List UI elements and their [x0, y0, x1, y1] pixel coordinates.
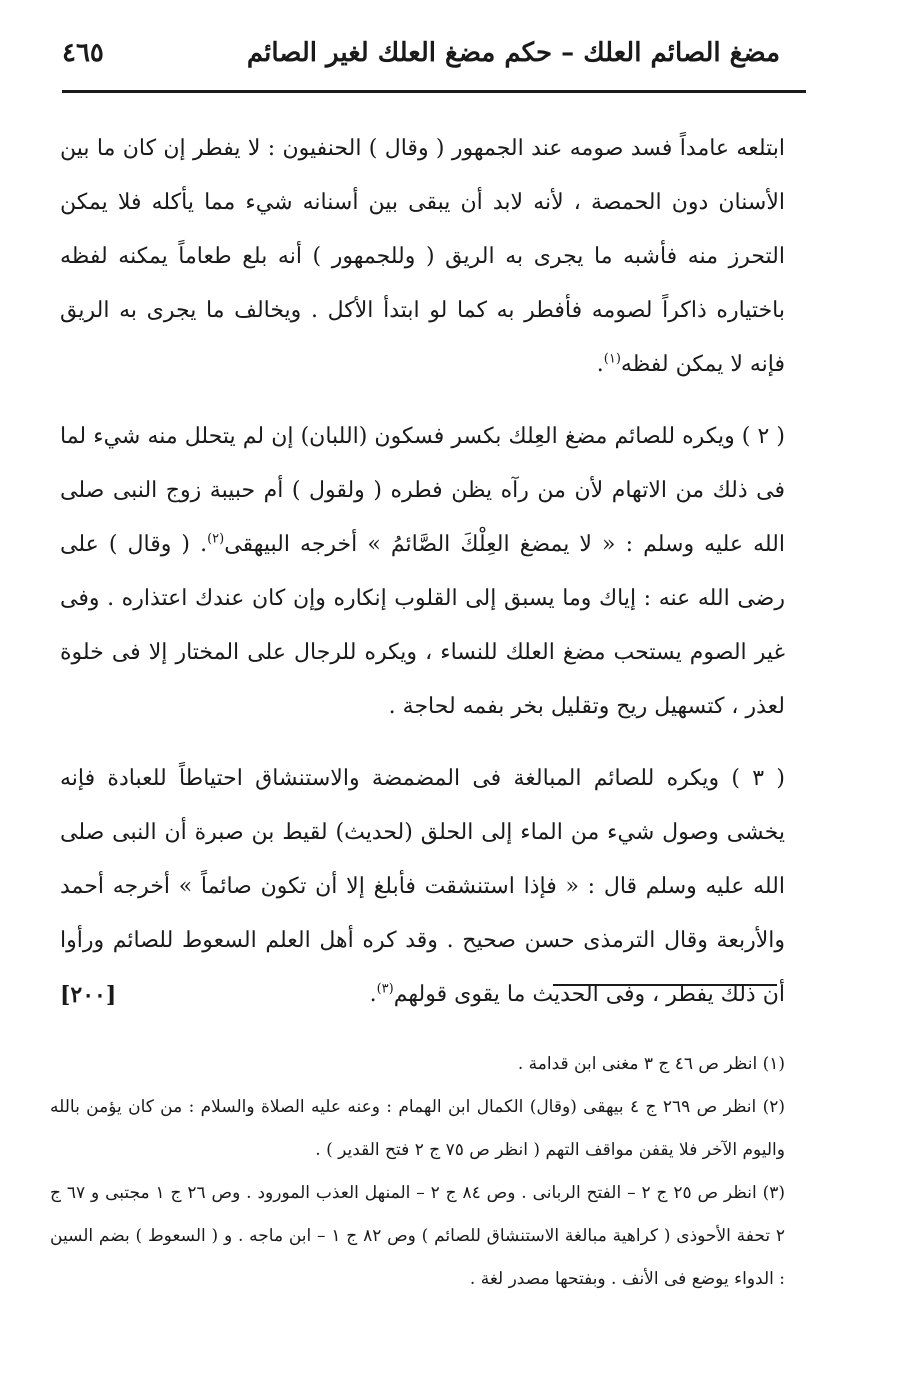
footnote-marker-2: (٢): [207, 531, 225, 547]
paragraph-2-tail: . ( وقال ) على رضى الله عنه : إياك وما يسبق إلى القلوب إنكاره وإن كان عندك اعتذاره . وفى غير الصوم يستحب مضغ العلك للنساء ، ويكره للرجال على المختار إلا فى خلوة لعذر ، كتسهيل ريح وتقليل بخر بفمه لحاجة .: [60, 532, 785, 719]
page-header: [62, 38, 780, 96]
section-number-tag: [٢٠٠]: [60, 982, 117, 1008]
paragraph-2: [60, 410, 785, 734]
footnote-divider: [553, 984, 777, 986]
paragraph-2-text: ( ٢ ) ويكره للصائم مضغ العِلك بكسر فسكون (اللبان) إن لم يتحلل منه شيء لما فى ذلك من الاتهام لأن من رآه يظن فطره ( ولقول ) أم حبيبة زوج النبى صلى الله عليه وسلم : « لا يمضغ العِلْكَ الصَّائمُ » أخرجه البيهقى: [60, 424, 786, 557]
paragraph-1: [60, 122, 785, 392]
paragraph-1-tail: .: [596, 352, 604, 377]
paragraph-3-tail: .: [369, 982, 377, 1007]
page-number: ٤٦٥: [62, 38, 104, 68]
footnote-marker-1: (١): [603, 351, 621, 367]
header-divider: [62, 90, 806, 93]
footnote-1: (١) انظر ص ٤٦ ج ٣ مغنى ابن قدامة .: [517, 1054, 785, 1074]
paragraph-1-text: ابتلعه عامداً فسد صومه عند الجمهور ( وقال ) الحنفيون : لا يفطر إن كان ما بين الأسنان دون الحمصة ، لأنه لابد أن يبقى بين أسنانه شيء مما يأكله فلا يمكن التحرز منه فأشبه ما يجرى به الريق ( وللجمهور ) أنه بلع طعاماً يمكنه لفظه باختياره ذاكراً لصومه فأفطر به كما لو ابتدأ الأكل . ويخالف ما يجرى به الريق فإنه لا يمكن لفظه: [60, 136, 785, 377]
paragraph-3: [60, 752, 785, 1022]
paragraph-3-text: ( ٣ ) ويكره للصائم المبالغة فى المضمضة والاستنشاق احتياطاً للعبادة فإنه يخشى وصول شيء من الماء إلى الحلق (لحديث) لقيط بن صبرة أن النبى صلى الله عليه وسلم قال : « فإذا استنشقت فأبلغ إلا أن تكون صائماً » أخرجه أحمد والأربعة وقال الترمذى حسن صحيح . وقد كره أهل العلم السعوط للصائم ورأوا أن ذلك يفطر ، وفى الحديث ما يقوى قولهم: [60, 766, 785, 1007]
footnote-marker-3: (٣): [376, 981, 394, 997]
footnote-2: (٢) انظر ص ٢٦٩ ج ٤ بيهقى (وقال) الكمال ابن الهمام : وعنه عليه الصلاة والسلام : من كان يؤمن بالله واليوم الآخر فلا يقفن مواقف التهم ( انظر ص ٧٥ ج ٢ فتح القدير ) .: [50, 1097, 785, 1160]
footnotes: [50, 1043, 785, 1301]
main-text: [60, 122, 785, 1040]
running-title: مضغ الصائم العلك – حكم مضغ العلك لغير الصائم: [246, 38, 780, 68]
footnote-3: (٣) انظر ص ٢٥ ج ٢ – الفتح الربانى . وص ٨٤ ج ٢ – المنهل العذب المورود . وص ٢٦ ج ١ مجتبى و ٦٧ ج ٢ تحفة الأحوذى ( كراهية مبالغة الاستنشاق للصائم ) وص ٨٢ ج ١ – ابن ماجه . و ( السعوط ) بضم السين : الدواء يوضع فى الأنف . وبفتحها مصدر لغة .: [50, 1183, 786, 1289]
